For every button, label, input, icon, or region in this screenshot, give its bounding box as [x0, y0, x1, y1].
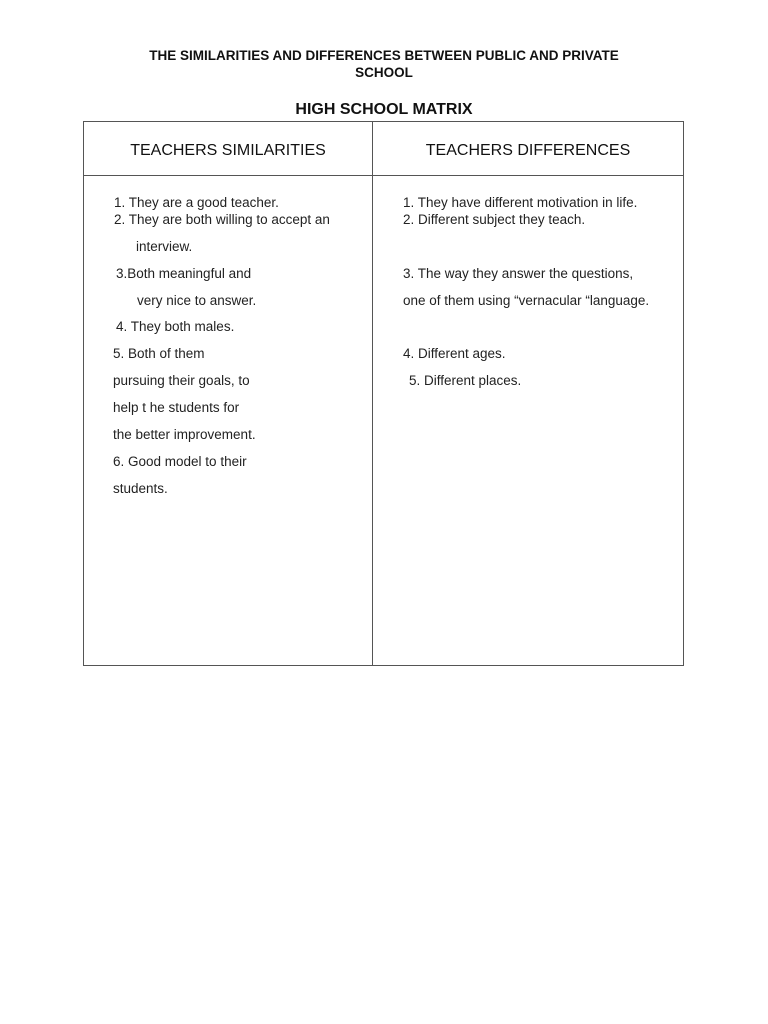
similarity-item: 3.Both meaningful and	[116, 266, 252, 281]
similarities-header: TEACHERS SIMILARITIES	[130, 142, 326, 159]
document-title-line-2: SCHOOL	[355, 65, 413, 80]
header-divider	[84, 175, 683, 176]
difference-item: one of them using “vernacular “language.	[403, 293, 650, 308]
matrix-title: HIGH SCHOOL MATRIX	[295, 101, 473, 118]
similarity-item: 2. They are both willing to accept an	[114, 212, 330, 227]
difference-item: 3. The way they answer the questions,	[403, 266, 634, 281]
difference-item: 1. They have different motivation in life.	[403, 195, 638, 210]
similarity-item: 1. They are a good teacher.	[114, 195, 279, 210]
document-title-line-1: THE SIMILARITIES AND DIFFERENCES BETWEEN PUBLIC AND PRIVATE	[149, 48, 619, 63]
column-divider	[372, 122, 373, 665]
similarity-item: students.	[113, 481, 168, 496]
similarity-item: the better improvement.	[113, 427, 256, 442]
difference-item: 2. Different subject they teach.	[403, 212, 586, 227]
similarity-item: 4. They both males.	[116, 319, 235, 334]
similarity-item: 5. Both of them	[113, 346, 205, 361]
document-title	[84, 47, 684, 81]
similarity-item: 6. Good model to their	[113, 454, 247, 469]
similarity-item: pursuing their goals, to	[113, 373, 250, 388]
difference-item: 4. Different ages.	[403, 346, 506, 361]
similarity-item: interview.	[136, 239, 193, 254]
comparison-matrix	[83, 121, 684, 666]
similarity-item: very nice to answer.	[137, 293, 257, 308]
similarity-item: help t he students for	[113, 400, 240, 415]
difference-item: 5. Different places.	[409, 373, 522, 388]
differences-header: TEACHERS DIFFERENCES	[425, 142, 631, 159]
